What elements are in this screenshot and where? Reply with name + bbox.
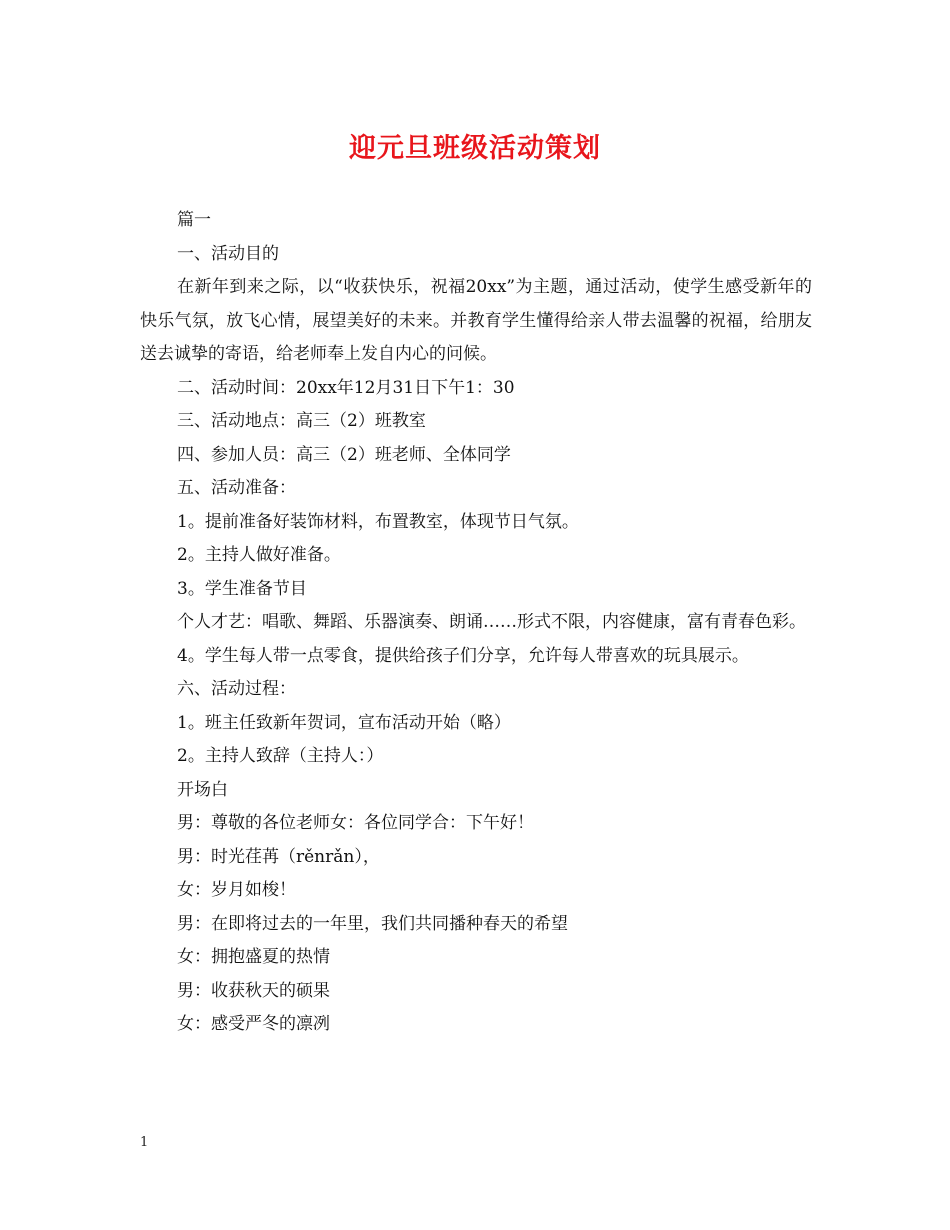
dialogue-line: 男：在即将过去的一年里，我们共同播种春天的希望	[177, 913, 568, 934]
dialogue-line: 男：时光荏苒（rěnrǎn），	[177, 846, 380, 867]
section-heading: 一、活动目的	[177, 243, 279, 264]
page-number: 1	[140, 1135, 149, 1150]
paragraph: 篇一	[177, 210, 211, 230]
section-heading: 五、活动准备：	[177, 478, 296, 498]
paragraph: 个人才艺：唱歌、舞蹈、乐器演奏、朗诵……形式不限，内容健康，富有青春色彩。	[177, 612, 806, 632]
list-item: 1。提前准备好装饰材料，布置教室，体现节日气氛。	[177, 511, 579, 532]
section-heading: 六、活动过程：	[177, 679, 296, 699]
dialogue-line: 女：感受严冬的凛冽	[177, 1014, 330, 1034]
section-heading: 二、活动时间：20xx年12月31日下午1：30	[177, 377, 515, 398]
list-item: 1。班主任致新年贺词，宣布活动开始（略）	[177, 712, 511, 733]
list-item: 4。学生每人带一点零食，提供给孩子们分享，允许每人带喜欢的玩具展示。	[177, 645, 749, 666]
document-body	[140, 204, 812, 1042]
paragraph: 开场白	[177, 779, 228, 800]
section-heading: 三、活动地点：高三（2）班教室	[177, 411, 426, 431]
section-heading: 四、参加人员：高三（2）班老师、全体同学	[177, 444, 511, 465]
dialogue-line: 男：尊敬的各位老师女：各位同学合：下午好！	[177, 813, 534, 833]
list-item: 3。学生准备节目	[177, 578, 307, 599]
dialogue-line: 女：拥抱盛夏的热情	[177, 947, 330, 967]
page-title: 迎元旦班级活动策划	[349, 133, 601, 164]
paragraph: 在新年到来之际，以“收获快乐，祝福20xx”为主题，通过活动，使学生感受新年的快乐气氛，放飞心情，展望美好的未来。并教育学生懂得给亲人带去温馨的祝福，给朋友送去诚挚的寄语，给老师奉上发自内心的问候。	[140, 277, 812, 364]
list-item: 2。主持人致辞（主持人：）	[177, 746, 384, 766]
list-item: 2。主持人做好准备。	[177, 545, 341, 565]
dialogue-line: 女：岁月如梭！	[177, 880, 296, 900]
dialogue-line: 男：收获秋天的硕果	[177, 980, 330, 1001]
